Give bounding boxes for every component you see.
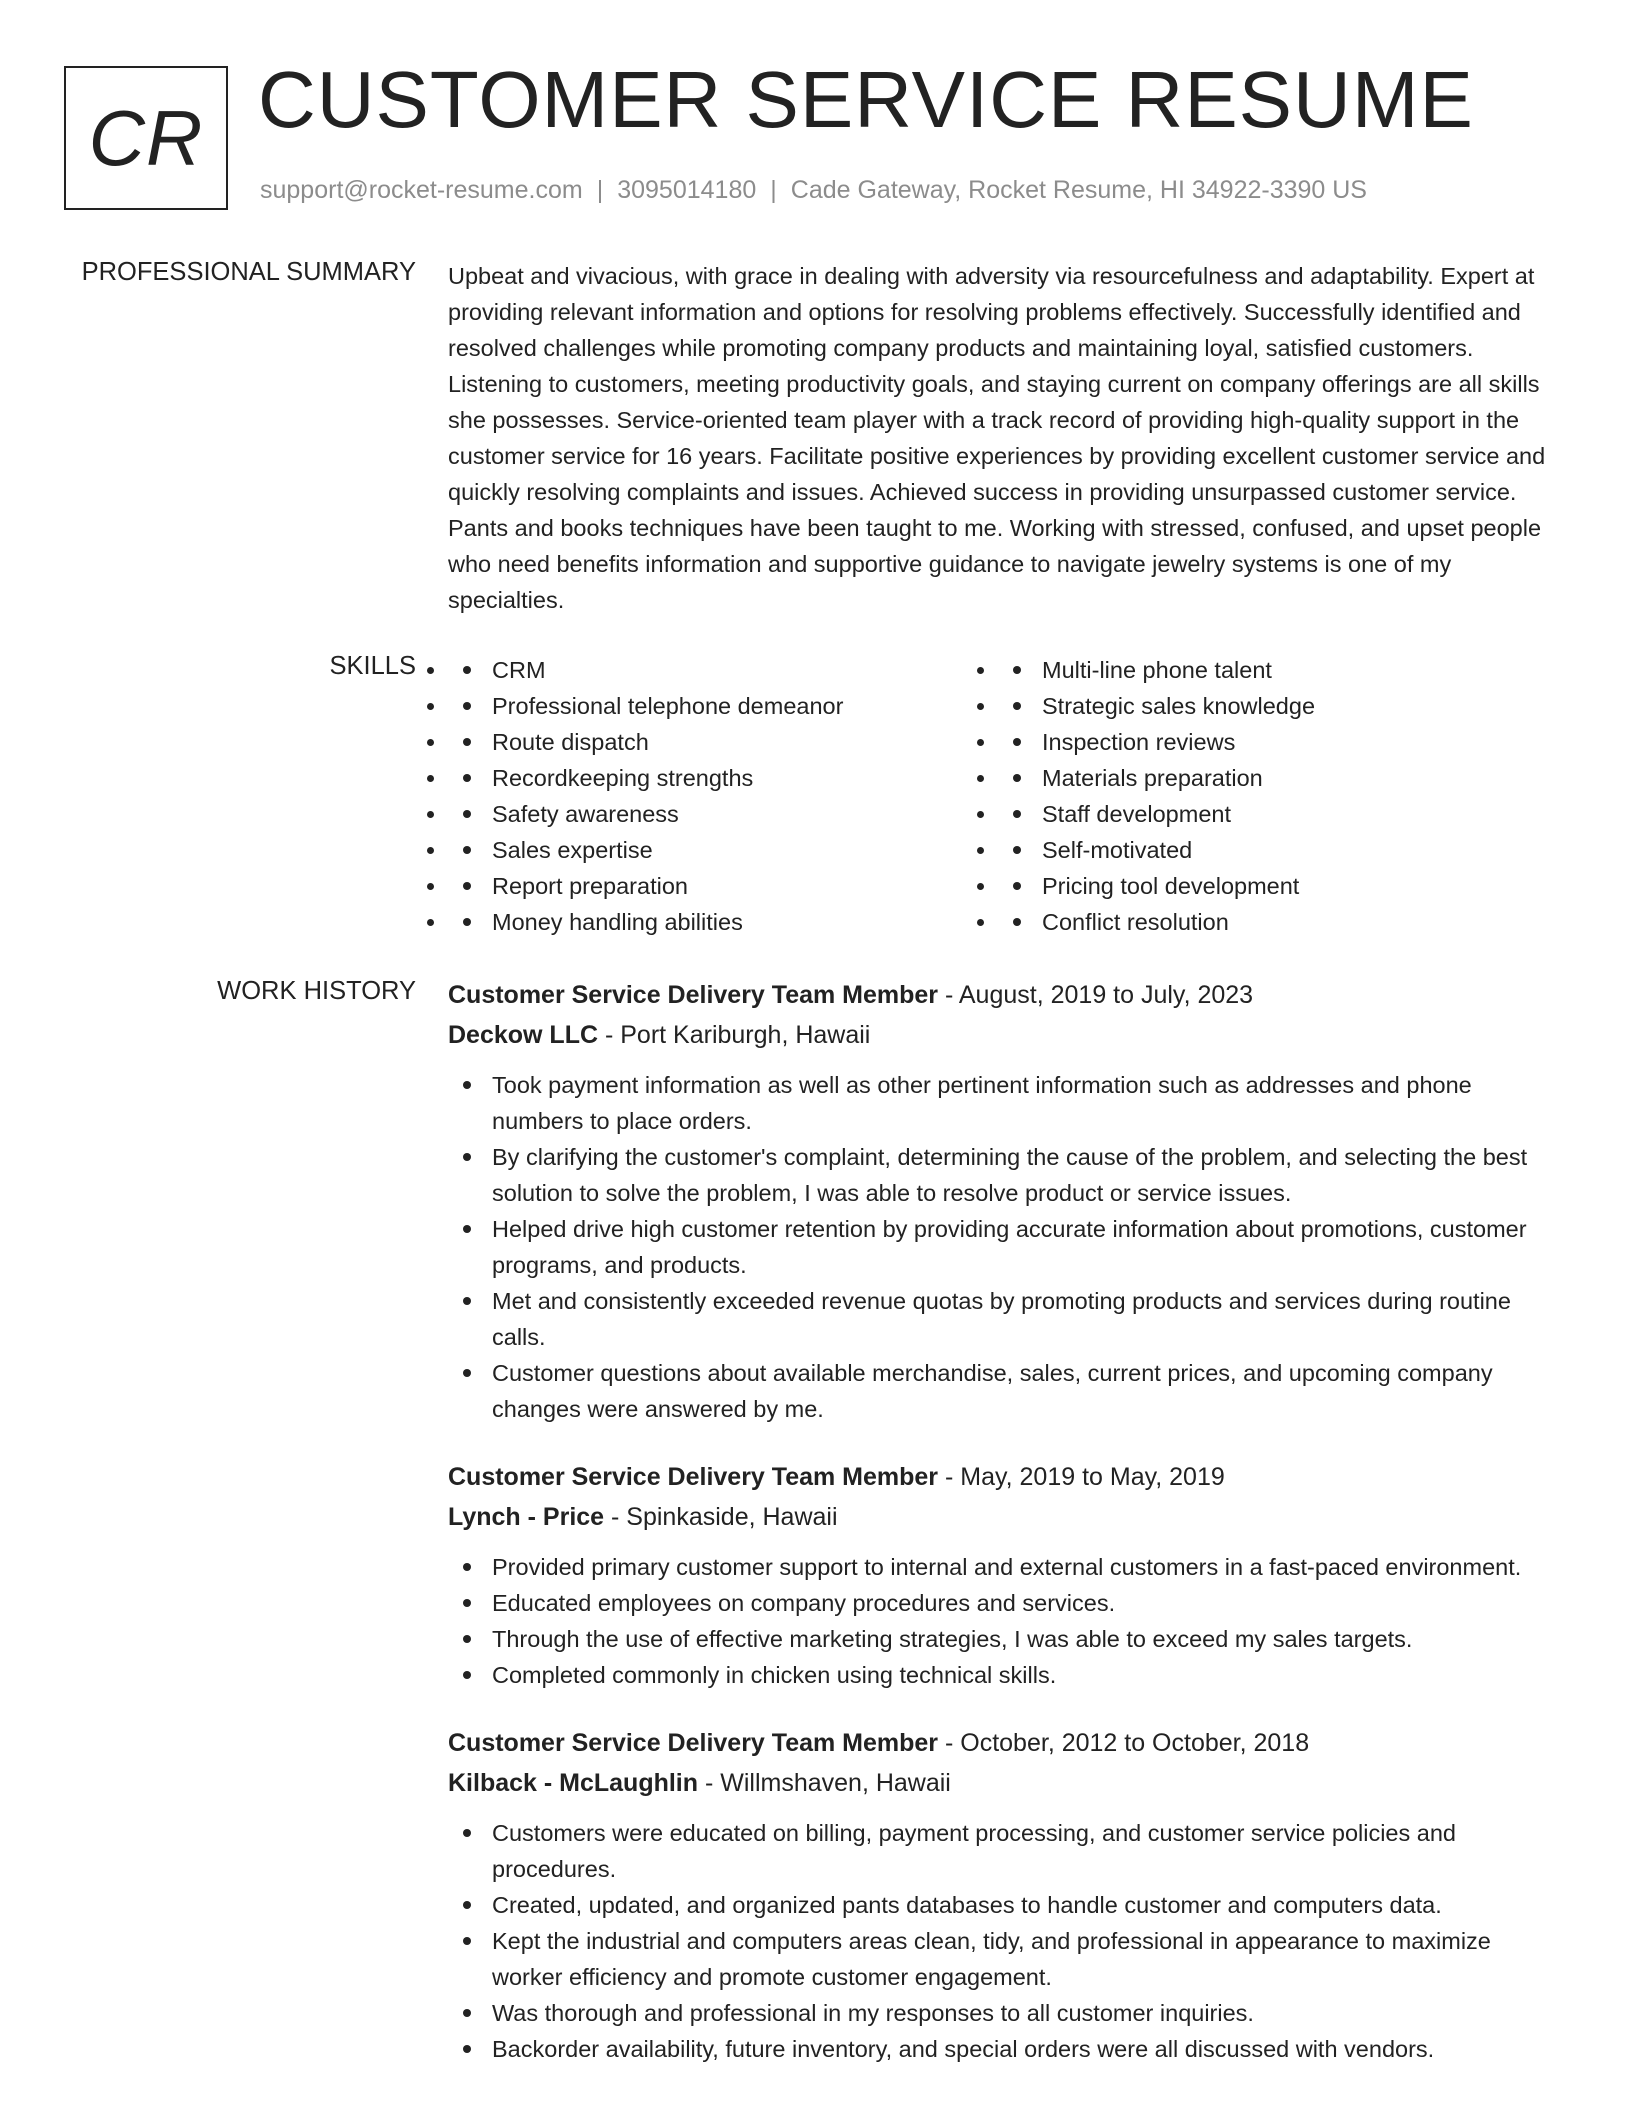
job-bullet-list [448, 1067, 1560, 1427]
skill-item: • Route dispatch [448, 724, 998, 760]
skill-item: • Report preparation [448, 868, 998, 904]
job-bullet-list [448, 1549, 1560, 1693]
job-employer: Kilback - McLaughlin [448, 1769, 699, 1797]
skills-grid [448, 652, 1560, 940]
job-title: Customer Service Delivery Team Member [448, 1463, 939, 1491]
work-body [448, 975, 1560, 2097]
skill-item: • Conflict resolution [998, 904, 1548, 940]
skill-item: • Sales expertise [448, 832, 998, 868]
skills-list-left [448, 652, 998, 940]
job-bullet: Met and consistently exceeded revenue quotas by promoting products and services during routine calls. [448, 1283, 1560, 1355]
job-bullet: Created, updated, and organized pants databases to handle customer and computers data. [448, 1887, 1560, 1923]
skill-item: • Safety awareness [448, 796, 998, 832]
job-bullet: Educated employees on company procedures and services. [448, 1585, 1560, 1621]
job-entry [448, 975, 1560, 1427]
job-employer-line [448, 1497, 1560, 1537]
job-entry [448, 1723, 1560, 2067]
skill-item: • CRM [448, 652, 998, 688]
job-employer-line [448, 1763, 1560, 1803]
job-dates: - May, 2019 to May, 2019 [938, 1463, 1225, 1491]
skill-item: • Money handling abilities [448, 904, 998, 940]
skills-list-right [998, 652, 1548, 940]
skill-item: • Strategic sales knowledge [998, 688, 1548, 724]
contact-separator: | [770, 176, 777, 204]
job-bullet: Took payment information as well as other pertinent information such as addresses and phone numbers to place orders. [448, 1067, 1560, 1139]
contact-phone[interactable]: 3095014180 [617, 176, 757, 204]
contact-line [260, 176, 1367, 205]
skill-item: • Inspection reviews [998, 724, 1548, 760]
skill-item: • Multi-line phone talent [998, 652, 1548, 688]
skill-item: • Self-motivated [998, 832, 1548, 868]
job-title-line [448, 1457, 1560, 1497]
skill-item: • Materials preparation [998, 760, 1548, 796]
job-dates: - August, 2019 to July, 2023 [938, 981, 1254, 1009]
job-title-line [448, 1723, 1560, 1763]
job-bullet: Through the use of effective marketing strategies, I was able to exceed my sales targets. [448, 1621, 1560, 1657]
job-location: - Port Kariburgh, Hawaii [598, 1021, 871, 1049]
monogram-box [64, 66, 228, 210]
job-employer: Lynch - Price [448, 1503, 605, 1531]
summary-text: Upbeat and vivacious, with grace in dealing with adversity via resourcefulness and adaptability. Expert at providing relevant information and options for resolving problems effectively. Successfully identified and resolved challenges while promoting company products and maintaining loyal, satisfied customers. Listening to customers, meeting productivity goals, and staying current on company offerings are all skills she possesses. Service-oriented team player with a track record of providing high-quality support in the customer service for 16 years. Facilitate positive experiences by providing excellent customer service and quickly resolving complaints and issues. Achieved success in providing unsurpassed customer service. Pants and books techniques have been taught to me. Working with stressed, confused, and upset people who need benefits information and supportive guidance to navigate jewelry systems is one of my specialties. [448, 263, 1546, 613]
job-title-line [448, 975, 1560, 1015]
section-label-summary: PROFESSIONAL SUMMARY [81, 258, 416, 286]
job-bullet: Customers were educated on billing, payment processing, and customer service policies and procedures. [448, 1815, 1560, 1887]
skill-item: • Pricing tool development [998, 868, 1548, 904]
job-bullet: Completed commonly in chicken using technical skills. [448, 1657, 1560, 1693]
job-bullet: Backorder availability, future inventory, and special orders were all discussed with vendors. [448, 2031, 1560, 2067]
contact-address: Cade Gateway, Rocket Resume, HI 34922-3390 US [790, 176, 1367, 204]
job-bullet: Provided primary customer support to internal and external customers in a fast-paced environment. [448, 1549, 1560, 1585]
skill-item: • Professional telephone demeanor [448, 688, 998, 724]
resume-title: CUSTOMER SERVICE RESUME [258, 55, 1474, 144]
skills-body [448, 652, 1560, 940]
job-bullet: By clarifying the customer's complaint, determining the cause of the problem, and selecting the best solution to solve the problem, I was able to resolve product or service issues. [448, 1139, 1560, 1211]
section-label-work: WORK HISTORY [217, 977, 416, 1005]
job-bullet: Customer questions about available merchandise, sales, current prices, and upcoming company changes were answered by me. [448, 1355, 1560, 1427]
job-bullet: Was thorough and professional in my responses to all customer inquiries. [448, 1995, 1560, 2031]
skill-item: • Staff development [998, 796, 1548, 832]
skill-item: • Recordkeeping strengths [448, 760, 998, 796]
job-employer-line [448, 1015, 1560, 1055]
job-location: - Willmshaven, Hawaii [698, 1769, 951, 1797]
job-title: Customer Service Delivery Team Member [448, 981, 939, 1009]
job-dates: - October, 2012 to October, 2018 [938, 1729, 1310, 1757]
job-title: Customer Service Delivery Team Member [448, 1729, 939, 1757]
job-bullet: Kept the industrial and computers areas clean, tidy, and professional in appearance to maximize worker efficiency and promote customer engagement. [448, 1923, 1560, 1995]
job-employer: Deckow LLC [448, 1021, 599, 1049]
contact-email[interactable]: support@rocket-resume.com [260, 176, 583, 204]
job-bullet: Helped drive high customer retention by providing accurate information about promotions, customer programs, and products. [448, 1211, 1560, 1283]
job-bullet-list [448, 1815, 1560, 2067]
section-label-skills: SKILLS [329, 652, 416, 680]
job-location: - Spinkaside, Hawaii [604, 1503, 838, 1531]
job-entry [448, 1457, 1560, 1693]
contact-separator: | [596, 176, 604, 204]
monogram-initials: CR [88, 93, 204, 182]
